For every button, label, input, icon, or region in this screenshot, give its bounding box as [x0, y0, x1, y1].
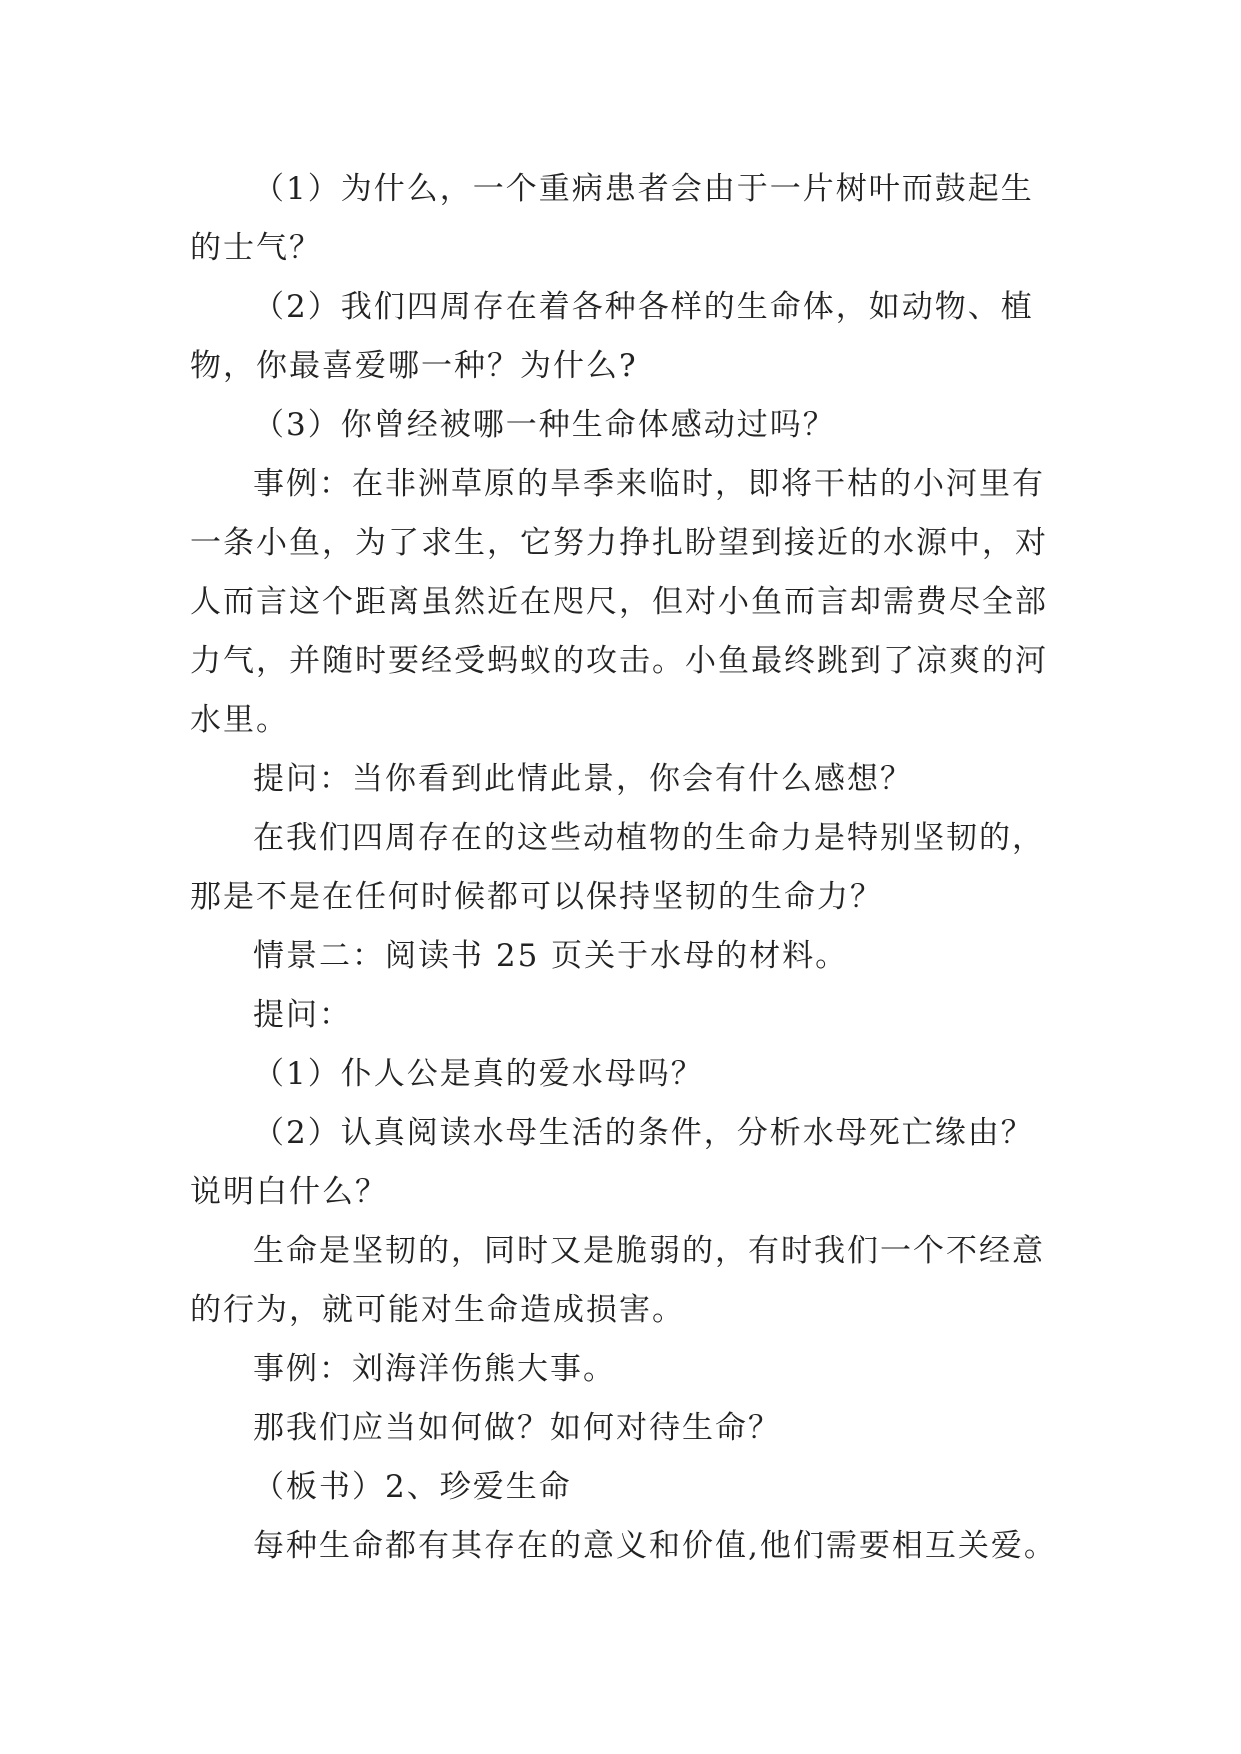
paragraph-line: （1）为什么，一个重病患者会由于一片树叶而鼓起生: [253, 171, 1034, 207]
paragraph-line: 事例：在非洲草原的旱季来临时，即将干枯的小河里有: [253, 466, 1045, 502]
document-body: [190, 160, 1060, 1576]
paragraph-line: 每种生命都有其存在的意义和价值,他们需要相互关爱。: [253, 1528, 1057, 1564]
paragraph-line: 那我们应当如何做？如何对待生命？: [253, 1410, 781, 1446]
paragraph-line: 情景二：阅读书 25 页关于水母的材料。: [253, 938, 849, 974]
paragraph-line: 事例：刘海洋伤熊大事。: [253, 1351, 616, 1387]
paragraph-line: 那是不是在任何时候都可以保持坚韧的生命力？: [190, 879, 883, 915]
paragraph-line: 的行为，就可能对生命造成损害。: [190, 1292, 685, 1328]
paragraph-line: 力气，并随时要经受蚂蚁的攻击。小鱼最终跳到了凉爽的河: [190, 643, 1048, 679]
paragraph-line: 物，你最喜爱哪一种？为什么?: [190, 348, 638, 384]
paragraph-line: （2）认真阅读水母生活的条件，分析水母死亡缘由？: [253, 1115, 1034, 1151]
paragraph-line: 说明白什么？: [190, 1174, 388, 1210]
paragraph-line: 人而言这个距离虽然近在咫尺，但对小鱼而言却需费尽全部: [190, 584, 1048, 620]
paragraph-line: 一条小鱼，为了求生，它努力挣扎盼望到接近的水源中，对: [190, 525, 1048, 561]
paragraph-line: 在我们四周存在的这些动植物的生命力是特别坚韧的，: [253, 820, 1045, 856]
paragraph-line: （板书）2、珍爱生命: [253, 1469, 572, 1505]
paragraph-line: 的士气？: [190, 230, 322, 266]
paragraph-line: （3）你曾经被哪一种生命体感动过吗？: [253, 407, 836, 443]
paragraph-line: （2）我们四周存在着各种各样的生命体，如动物、植: [253, 289, 1034, 325]
paragraph-line: 生命是坚韧的，同时又是脆弱的，有时我们一个不经意: [253, 1233, 1045, 1269]
paragraph-line: 提问：: [253, 997, 352, 1033]
paragraph-line: （1）仆人公是真的爱水母吗？: [253, 1056, 704, 1092]
paragraph-line: 提问：当你看到此情此景，你会有什么感想？: [253, 761, 913, 797]
paragraph-line: 水里。: [190, 702, 289, 738]
